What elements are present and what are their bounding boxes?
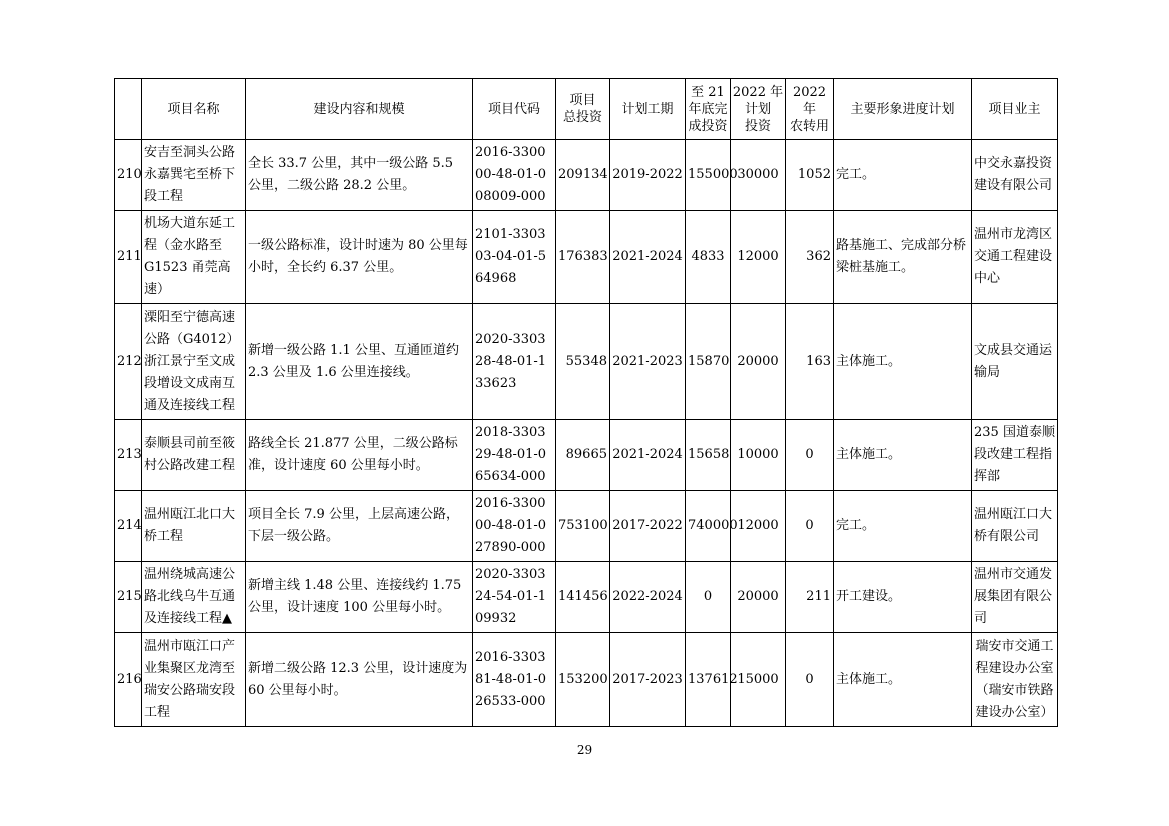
cell-plan-2022: 12000 bbox=[731, 491, 786, 562]
cell-project-code: 2016-330381-48-01-026533-000 bbox=[473, 633, 556, 727]
cell-plan-period: 2021-2024 bbox=[610, 211, 686, 304]
cell-content-scale: 路线全长 21.877 公里，二级公路标准，设计速度 60 公里每小时。 bbox=[246, 420, 473, 491]
cell-plan-period: 2021-2023 bbox=[610, 304, 686, 420]
header-owner: 项目业主 bbox=[972, 79, 1058, 140]
header-progress-plan: 主要形象进度计划 bbox=[834, 79, 972, 140]
cell-land-2022: 0 bbox=[786, 491, 834, 562]
cell-project-name: 泰顺县司前至筱村公路改建工程 bbox=[142, 420, 246, 491]
cell-completed-2021: 0 bbox=[686, 562, 731, 633]
cell-progress-plan: 完工。 bbox=[834, 140, 972, 211]
project-table bbox=[114, 78, 1058, 727]
cell-plan-2022: 20000 bbox=[731, 562, 786, 633]
header-project-code: 项目代码 bbox=[473, 79, 556, 140]
cell-completed-2021: 137612 bbox=[686, 633, 731, 727]
cell-index: 216 bbox=[115, 633, 142, 727]
cell-plan-period: 2019-2022 bbox=[610, 140, 686, 211]
cell-project-code: 2101-330303-04-01-564968 bbox=[473, 211, 556, 304]
cell-index: 213 bbox=[115, 420, 142, 491]
cell-project-code: 2020-330328-48-01-133623 bbox=[473, 304, 556, 420]
cell-land-2022: 0 bbox=[786, 633, 834, 727]
cell-land-2022: 163 bbox=[786, 304, 834, 420]
header-project-name: 项目名称 bbox=[142, 79, 246, 140]
page-number: 29 bbox=[576, 743, 593, 757]
cell-project-code: 2018-330329-48-01-065634-000 bbox=[473, 420, 556, 491]
cell-plan-2022: 12000 bbox=[731, 211, 786, 304]
cell-completed-2021: 155000 bbox=[686, 140, 731, 211]
cell-content-scale: 新增主线 1.48 公里、连接线约 1.75 公里，设计速度 100 公里每小时。 bbox=[246, 562, 473, 633]
table-header-row bbox=[115, 79, 1058, 140]
cell-total-investment: 89665 bbox=[556, 420, 610, 491]
cell-progress-plan: 完工。 bbox=[834, 491, 972, 562]
cell-plan-period: 2021-2024 bbox=[610, 420, 686, 491]
cell-owner: 温州瓯江口大桥有限公司 bbox=[972, 491, 1058, 562]
cell-completed-2021: 4833 bbox=[686, 211, 731, 304]
cell-content-scale: 全长 33.7 公里，其中一级公路 5.5 公里，二级公路 28.2 公里。 bbox=[246, 140, 473, 211]
cell-project-name: 溧阳至宁德高速公路（G4012）浙江景宁至文成段增设文成南互通及连接线工程 bbox=[142, 304, 246, 420]
cell-completed-2021: 740000 bbox=[686, 491, 731, 562]
cell-progress-plan: 主体施工。 bbox=[834, 633, 972, 727]
cell-land-2022: 1052 bbox=[786, 140, 834, 211]
header-total-investment: 项目 总投资 bbox=[556, 79, 610, 140]
cell-content-scale: 项目全长 7.9 公里，上层高速公路，下层一级公路。 bbox=[246, 491, 473, 562]
cell-index: 211 bbox=[115, 211, 142, 304]
cell-owner: 瑞安市交通工程建设办公室（瑞安市铁路建设办公室） bbox=[972, 633, 1058, 727]
cell-index: 212 bbox=[115, 304, 142, 420]
cell-completed-2021: 15870 bbox=[686, 304, 731, 420]
table-row bbox=[115, 211, 1058, 304]
cell-content-scale: 一级公路标准，设计时速为 80 公里每小时，全长约 6.37 公里。 bbox=[246, 211, 473, 304]
cell-plan-2022: 15000 bbox=[731, 633, 786, 727]
table-row bbox=[115, 420, 1058, 491]
cell-plan-period: 2022-2024 bbox=[610, 562, 686, 633]
cell-progress-plan: 主体施工。 bbox=[834, 420, 972, 491]
cell-index: 215 bbox=[115, 562, 142, 633]
header-plan-2022: 2022 年 计划 投资 bbox=[731, 79, 786, 140]
table-row bbox=[115, 140, 1058, 211]
cell-plan-2022: 10000 bbox=[731, 420, 786, 491]
cell-index: 210 bbox=[115, 140, 142, 211]
cell-total-investment: 55348 bbox=[556, 304, 610, 420]
cell-content-scale: 新增二级公路 12.3 公里，设计速度为 60 公里每小时。 bbox=[246, 633, 473, 727]
cell-owner: 温州市龙湾区交通工程建设中心 bbox=[972, 211, 1058, 304]
header-content-scale: 建设内容和规模 bbox=[246, 79, 473, 140]
cell-plan-period: 2017-2022 bbox=[610, 491, 686, 562]
cell-total-investment: 153200 bbox=[556, 633, 610, 727]
cell-land-2022: 362 bbox=[786, 211, 834, 304]
header-land-2022: 2022 年 农转用 bbox=[786, 79, 834, 140]
header-index bbox=[115, 79, 142, 140]
cell-total-investment: 141456 bbox=[556, 562, 610, 633]
cell-owner: 中交永嘉投资建设有限公司 bbox=[972, 140, 1058, 211]
table-row bbox=[115, 491, 1058, 562]
cell-plan-2022: 30000 bbox=[731, 140, 786, 211]
cell-plan-2022: 20000 bbox=[731, 304, 786, 420]
cell-content-scale: 新增一级公路 1.1 公里、互通匝道约 2.3 公里及 1.6 公里连接线。 bbox=[246, 304, 473, 420]
cell-progress-plan: 主体施工。 bbox=[834, 304, 972, 420]
cell-plan-period: 2017-2023 bbox=[610, 633, 686, 727]
cell-project-name: 温州绕城高速公路北线乌牛互通及连接线工程▲ bbox=[142, 562, 246, 633]
cell-total-investment: 753100 bbox=[556, 491, 610, 562]
table-row bbox=[115, 304, 1058, 420]
cell-project-name: 温州市瓯江口产业集聚区龙湾至瑞安公路瑞安段工程 bbox=[142, 633, 246, 727]
cell-land-2022: 0 bbox=[786, 420, 834, 491]
header-plan-period: 计划工期 bbox=[610, 79, 686, 140]
cell-project-code: 2016-330000-48-01-008009-000 bbox=[473, 140, 556, 211]
cell-progress-plan: 开工建设。 bbox=[834, 562, 972, 633]
cell-project-name: 安吉至洞头公路永嘉巽宅至桥下段工程 bbox=[142, 140, 246, 211]
cell-progress-plan: 路基施工、完成部分桥梁桩基施工。 bbox=[834, 211, 972, 304]
cell-project-code: 2020-330324-54-01-109932 bbox=[473, 562, 556, 633]
cell-project-name: 温州瓯江北口大桥工程 bbox=[142, 491, 246, 562]
cell-project-code: 2016-330000-48-01-027890-000 bbox=[473, 491, 556, 562]
cell-total-investment: 176383 bbox=[556, 211, 610, 304]
cell-land-2022: 211 bbox=[786, 562, 834, 633]
header-completed-2021: 至 21 年底完 成投资 bbox=[686, 79, 731, 140]
cell-owner: 温州市交通发展集团有限公司 bbox=[972, 562, 1058, 633]
cell-owner: 235 国道泰顺段改建工程指挥部 bbox=[972, 420, 1058, 491]
table-row bbox=[115, 633, 1058, 727]
cell-completed-2021: 15658 bbox=[686, 420, 731, 491]
cell-index: 214 bbox=[115, 491, 142, 562]
table-row bbox=[115, 562, 1058, 633]
cell-project-name: 机场大道东延工程（金水路至 G1523 甬莞高速） bbox=[142, 211, 246, 304]
cell-owner: 文成县交通运输局 bbox=[972, 304, 1058, 420]
cell-total-investment: 209134 bbox=[556, 140, 610, 211]
